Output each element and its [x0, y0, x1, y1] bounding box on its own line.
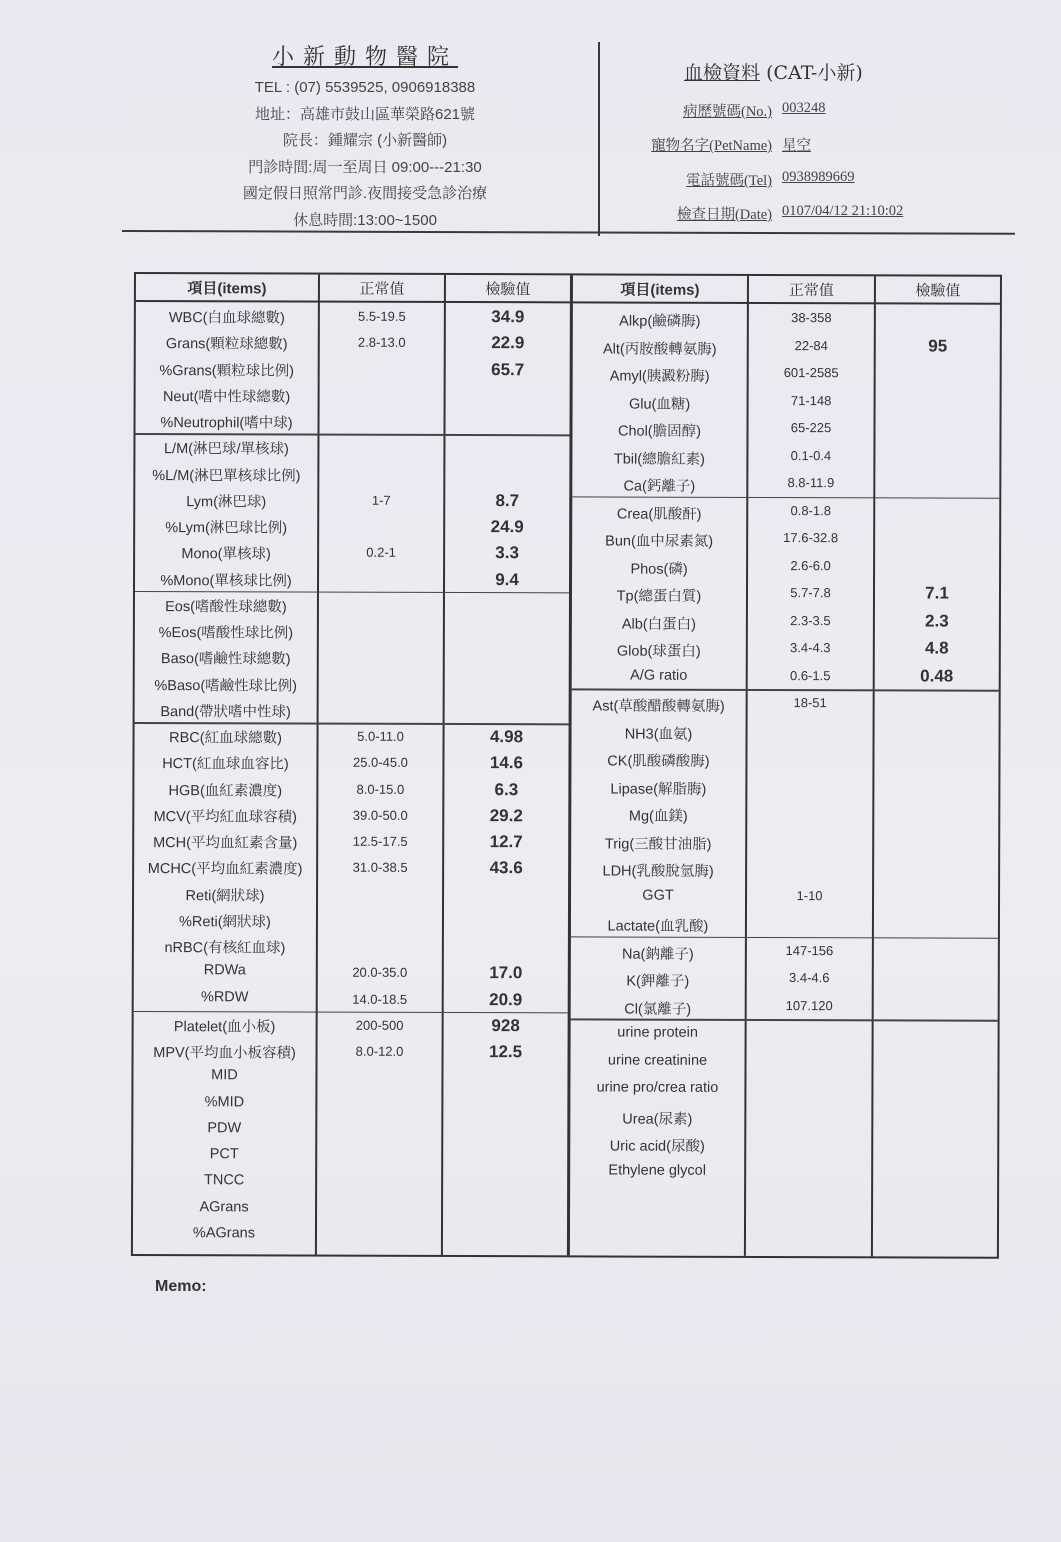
cell-item: urine protein	[617, 1024, 698, 1041]
cell-normal-range: 1-7	[371, 492, 391, 508]
cell-item: PCT	[209, 1146, 239, 1163]
cell-item: %Lym(淋巴球比例)	[165, 520, 288, 537]
header-divider-horizontal	[122, 230, 1015, 235]
field-label: 病歷號碼(No.)	[682, 104, 772, 120]
cell-item: %Grans(顆粒球比例)	[159, 362, 294, 380]
cell-item: Crea(肌酸酐)	[616, 506, 702, 523]
cell-item: Glu(血糖)	[628, 396, 691, 413]
cell-result: 928	[491, 1015, 520, 1035]
cell-item: Na(鈉離子)	[621, 946, 694, 963]
clinic-holiday: 國定假日照常門診.夜間接受急診治療	[242, 185, 488, 202]
cell-result: 0.48	[920, 665, 954, 686]
cell-result: 12.7	[489, 832, 523, 852]
clinic-tel: TEL : (07) 5539525, 0906918388	[254, 79, 476, 96]
cell-normal-range: 31.0-38.5	[352, 859, 408, 876]
cell-item: Mono(單核球)	[181, 546, 271, 563]
cell-item: Lipase(解脂脢)	[610, 780, 707, 798]
header-normal: 正常值	[788, 282, 834, 300]
cell-result: 22.9	[491, 333, 525, 353]
cell-item: Urea(尿素)	[622, 1111, 693, 1128]
cell-item: PDW	[207, 1119, 242, 1137]
cell-result: 34.9	[491, 307, 525, 327]
cell-item: Tp(總蛋白質)	[616, 588, 702, 605]
header-divider-vertical	[598, 42, 600, 236]
row-group-divider	[134, 1011, 568, 1014]
row-group-divider	[135, 722, 569, 725]
cell-item: Eos(嗜酸性球總數)	[165, 598, 287, 616]
header-items: 項目(items)	[187, 280, 267, 298]
cell-item: Platelet(血小板)	[173, 1018, 276, 1036]
cell-item: %Mono(單核球比例)	[160, 572, 292, 589]
cell-item: A/G ratio	[630, 667, 688, 684]
cell-item: HGB(血紅素濃度)	[168, 782, 283, 799]
cell-item: Chol(膽固醇)	[617, 423, 702, 440]
cell-item: Alt(丙胺酸轉氨脢)	[602, 340, 717, 358]
report-title	[684, 58, 863, 85]
cell-item: WBC(白血球總數)	[168, 310, 285, 327]
row-group-divider	[571, 936, 998, 939]
cell-normal-range: 8.0-15.0	[356, 781, 405, 797]
cell-item: Amyl(胰澱粉脢)	[609, 368, 710, 385]
cell-item: Grans(顆粒球總數)	[165, 336, 288, 353]
cell-normal-range: 20.0-35.0	[352, 964, 408, 981]
cell-result: 95	[928, 335, 948, 356]
row-group-divider	[135, 433, 569, 436]
cell-item: RDWa	[203, 962, 246, 979]
cell-normal-range: 2.6-6.0	[790, 557, 831, 573]
cell-normal-range: 107.120	[785, 997, 833, 1013]
cell-normal-range: 0.1-0.4	[790, 447, 832, 463]
cell-item: Cl(氯離子)	[624, 1001, 692, 1018]
cell-result: 4.98	[489, 727, 524, 747]
field-label: 電話號碼(Tel)	[686, 173, 772, 189]
cell-result: 20.9	[489, 989, 523, 1009]
cell-normal-range: 3.4-4.6	[789, 970, 830, 986]
cell-item: MCH(平均血紅素含量)	[153, 835, 298, 852]
cell-item: %Reti(網狀球)	[179, 913, 271, 931]
row-group-divider	[135, 591, 569, 594]
cell-item: HCT(紅血球血容比)	[162, 756, 289, 773]
cell-result: 9.4	[495, 569, 519, 589]
cell-item: urine creatinine	[607, 1051, 708, 1069]
clinic-hours: 門診時間:周一至周日 09:00---21:30	[248, 158, 482, 176]
memo-label: Memo:	[155, 1278, 207, 1295]
cell-normal-range: 2.8-13.0	[357, 334, 406, 351]
cell-result: 17.0	[489, 963, 523, 983]
field-value: 003248	[782, 100, 826, 116]
field-value: 星空	[782, 138, 811, 154]
cell-result: 29.2	[489, 805, 523, 825]
field-value: 0938989669	[782, 169, 855, 185]
cell-item: urine pro/crea ratio	[596, 1079, 719, 1096]
cell-item: %MID	[204, 1093, 245, 1110]
cell-normal-range: 147-156	[785, 942, 834, 958]
cell-normal-range: 0.6-1.5	[789, 667, 831, 683]
cell-normal-range: 601-2585	[783, 365, 839, 381]
cell-item: %L/M(淋巴單核球比例)	[152, 467, 301, 485]
cell-item: Baso(嗜鹼性球總數)	[160, 651, 291, 668]
cell-item: Neut(嗜中性球總數)	[162, 388, 291, 406]
header-result: 檢驗值	[915, 282, 961, 300]
clinic-rest: 休息時間:13:00~1500	[293, 211, 437, 229]
cell-normal-range: 8.8-11.9	[787, 475, 835, 491]
cell-item: Band(帶狀嗜中性球)	[160, 703, 291, 721]
cell-item: AGrans	[199, 1198, 249, 1215]
cell-item: Reti(網狀球)	[185, 887, 265, 904]
cell-normal-range: 39.0-50.0	[352, 807, 408, 823]
cell-result: 12.5	[488, 1042, 523, 1062]
cell-item: nRBC(有核紅血球)	[164, 940, 286, 957]
cell-normal-range: 5.5-19.5	[357, 308, 406, 324]
cell-normal-range: 12.5-17.5	[352, 833, 408, 849]
cell-item: K(鉀離子)	[626, 973, 690, 990]
clinic-director: 院長：鍾耀宗 (小新醫師)	[282, 132, 448, 149]
cell-normal-range: 0.2-1	[366, 544, 396, 561]
cell-normal-range: 65-225	[790, 420, 832, 436]
cell-normal-range: 22-84	[794, 337, 828, 353]
clinic-name: 小新動物醫院	[271, 45, 458, 70]
header-result: 檢驗值	[485, 281, 531, 299]
cell-item: Alkp(鹼磷脢)	[619, 313, 701, 330]
report-title-text: 血檢資料	[684, 62, 761, 84]
cell-item: CK(肌酸磷酸脢)	[607, 753, 710, 770]
cell-normal-range: 2.3-3.5	[790, 612, 831, 628]
report-subtitle: (CAT-小新)	[766, 62, 863, 84]
cell-normal-range: 14.0-18.5	[352, 991, 408, 1007]
cell-normal-range: 38-358	[791, 310, 832, 326]
blood-test-table	[131, 272, 1002, 1259]
row-group-divider	[572, 496, 999, 499]
cell-item: Glob(球蛋白)	[616, 643, 701, 660]
cell-result: 2.3	[925, 610, 949, 631]
cell-item: Lym(淋巴球)	[186, 493, 267, 511]
cell-item: Trig(三酸甘油脂)	[604, 835, 712, 853]
row-group-divider	[571, 1018, 998, 1021]
cell-item: Phos(磷)	[630, 561, 688, 578]
cell-result: 6.3	[494, 779, 519, 799]
cell-result: 43.6	[489, 858, 523, 878]
cell-item: TNCC	[203, 1172, 245, 1189]
cell-normal-range: 8.0-12.0	[355, 1043, 404, 1059]
field-label: 檢查日期(Date)	[676, 207, 772, 223]
row-group-divider	[572, 688, 999, 691]
cell-item: %AGrans	[192, 1224, 256, 1242]
cell-item: Bun(血中尿素氮)	[605, 533, 714, 550]
cell-item: NH3(血氨)	[624, 726, 693, 743]
cell-item: Lactate(血乳酸)	[607, 918, 709, 935]
field-value: 0107/04/12 21:10:02	[782, 203, 904, 219]
clinic-address: 地址：高雄市鼓山區華榮路621號	[254, 105, 476, 123]
cell-normal-range: 0.8-1.8	[790, 502, 832, 518]
cell-item: Ethylene glycol	[608, 1161, 706, 1179]
cell-normal-range: 5.7-7.8	[790, 585, 831, 601]
cell-result: 4.8	[924, 638, 949, 658]
cell-item: Ca(鈣離子)	[623, 478, 696, 495]
cell-result: 7.1	[925, 583, 949, 603]
cell-item: MPV(平均血小板容積)	[153, 1045, 296, 1062]
cell-result: 24.9	[490, 517, 524, 537]
cell-normal-range: 3.4-4.3	[790, 640, 831, 656]
cell-item: Tbil(總膽紅素)	[613, 451, 705, 468]
cell-result: 14.6	[489, 753, 524, 773]
cell-item: %Neutrophil(嗜中球)	[160, 415, 293, 432]
cell-item: %Baso(嗜鹼性球比例)	[154, 677, 298, 695]
clinic-info	[170, 40, 560, 234]
field-label: 寵物名字(PetName)	[651, 138, 772, 154]
cell-item: LDH(乳酸脫氫脢)	[602, 863, 714, 880]
cell-normal-range: 200-500	[355, 1017, 404, 1033]
cell-result: 3.3	[495, 543, 519, 563]
cell-normal-range: 18-51	[793, 695, 827, 711]
cell-normal-range: 17.6-32.8	[783, 530, 839, 546]
cell-item: L/M(淋巴球/單核球)	[163, 441, 289, 458]
cell-normal-range: 25.0-45.0	[352, 754, 408, 771]
cell-item: %RDW	[200, 988, 249, 1005]
header-items: 項目(items)	[620, 281, 700, 299]
cell-item: Alb(白蛋白)	[621, 616, 696, 633]
cell-result: 8.7	[495, 490, 520, 510]
cell-item: Ast(草酸醋酸轉氨脢)	[592, 698, 725, 715]
cell-item: %Eos(嗜酸性球比例)	[158, 625, 294, 642]
header-normal: 正常值	[359, 280, 405, 298]
cell-item: Mg(血鎂)	[628, 808, 688, 825]
cell-item: MCV(平均紅血球容積)	[153, 808, 298, 826]
cell-result: 65.7	[491, 359, 525, 379]
cell-item: MID	[211, 1067, 238, 1084]
cell-item: GGT	[642, 887, 674, 904]
cell-item: Uric acid(尿酸)	[609, 1138, 705, 1155]
cell-item: RBC(紅血球總數)	[169, 730, 282, 747]
cell-normal-range: 71-148	[790, 392, 832, 408]
cell-normal-range: 1-10	[796, 887, 823, 903]
cell-item: MCHC(平均血紅素濃度)	[147, 861, 303, 878]
cell-normal-range: 5.0-11.0	[357, 728, 404, 744]
